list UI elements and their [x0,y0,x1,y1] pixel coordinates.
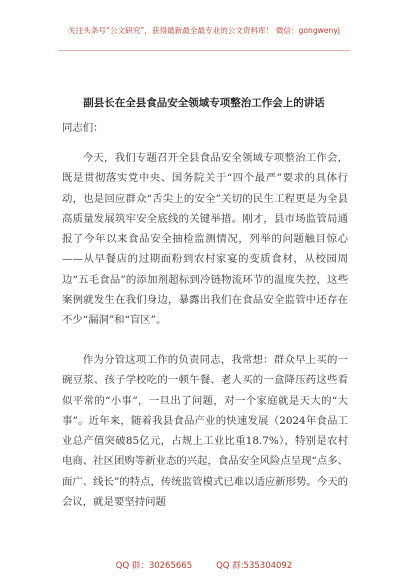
footer-qq-group-2: QQ 群:535304092 [216,561,293,571]
salutation: 同志们： [62,122,104,134]
page-footer [0,559,408,571]
header-divider [58,50,350,51]
page-header [0,0,408,56]
paragraph-2: 作为分管这项工作的负责同志，我常想：群众早上买的一碗豆浆、孩子学校吃的一顿午餐、老人买的一盒降压药这些看似平常的“小事”，一旦出了问题，对一个家庭就是天大的“大事”。近年来，随着我县食品产业的快速发展（2024年食品工业总产值突破85亿元，占规上工业比重18.7%），特别是农村电商、社区团购等新业态的兴起，食品安全风险点呈现“点多、面广、线长”的特点，传统监管模式已难以适应新形势。今天的会议，就是要坚持问题 [62,354,348,509]
document-title: 副县长在全县食品安全领域专项整治工作会上的讲话 [83,97,325,109]
header-promo-text: 关注头条号“公文研究”，获得最新最全最专业的公文资料库！ 微信：gongwenyj [68,26,340,35]
paragraph-1: 今天，我们专题召开全县食品安全领域专项整治工作会，既是贯彻落实党中央、国务院关于“四个最严”要求的具体行动，也是回应群众“舌尖上的安全”关切的民生工程更是为全县高质量发展筑牢安全底线的关键举措。刚才，县市场监管局通报了今年以来食品安全抽检监测情况，列举的问题触目惊心——从早餐店的过期面粉到农村家宴的变质食材，从校园周边“五毛食品”的添加剂超标到冷链物流环节的温度失控，这些案例就发生在我们身边，暴露出我们在食品安全监管中还存在不少“漏洞”和“盲区”。 [62,152,348,327]
footer-qq-group-1: QQ 群：30265665 [115,561,193,571]
